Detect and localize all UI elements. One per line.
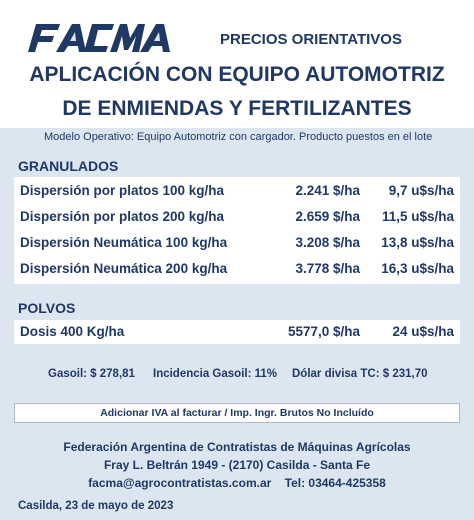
dollar-rate: Dólar divisa TC: $ 231,70 (292, 368, 428, 380)
price-usd: 24 u$s/ha (392, 324, 454, 339)
granulados-panel (14, 177, 460, 284)
price-row (14, 322, 460, 342)
polvos-panel (14, 320, 460, 344)
price-label: Dispersión Neumática 200 kg/ha (20, 261, 228, 276)
price-label: Dispersión por platos 100 kg/ha (20, 183, 225, 198)
federation-name: Federación Argentina de Contratistas de Máquinas Agrícolas (63, 440, 411, 454)
price-row (14, 207, 460, 227)
price-ars: 2.659 $/ha (295, 209, 360, 224)
price-row (14, 259, 460, 279)
price-label: Dispersión por platos 200 kg/ha (20, 209, 225, 224)
iva-note: Adicionar IVA al facturar / Imp. Ingr. Brutos No Incluído (14, 403, 460, 423)
price-usd: 13,8 u$s/ha (381, 235, 454, 250)
price-label: Dosis 400 Kg/ha (20, 324, 125, 339)
facma-logo (22, 22, 172, 54)
federation-address: Fray L. Beltrán 1949 - (2170) Casilda - Santa Fe (103, 458, 371, 472)
price-ars: 3.778 $/ha (295, 261, 360, 276)
price-row (14, 233, 460, 253)
price-ars: 2.241 $/ha (295, 183, 360, 198)
page-title-line2: DE ENMIENDAS Y FERTILIZANTES (62, 97, 412, 120)
gasoil-incidence: Incidencia Gasoil: 11% (153, 368, 277, 380)
page-title: APLICACIÓN CON EQUIPO AUTOMOTRIZ (29, 63, 445, 86)
price-row (14, 181, 460, 201)
price-usd: 16,3 u$s/ha (381, 261, 454, 276)
price-ars: 3.208 $/ha (295, 235, 360, 250)
price-ars: 5577,0 $/ha (287, 324, 360, 339)
gasoil-price: Gasoil: $ 278,81 (48, 368, 135, 380)
price-usd: 11,5 u$s/ha (381, 209, 454, 224)
federation-contact: facma@agrocontratistas.com.ar Tel: 03464-425358 (88, 476, 386, 490)
section-polvos: POLVOS (18, 300, 76, 316)
date-line: Casilda, 23 de mayo de 2023 (18, 500, 174, 512)
modelo-operativo: Modelo Operativo: Equipo Automotriz con cargador. Producto puestos en el lote (44, 131, 433, 143)
subtitle: PRECIOS ORIENTATIVOS (220, 31, 402, 48)
price-usd: 9,7 u$s/ha (388, 183, 454, 198)
price-label: Dispersión Neumática 100 kg/ha (20, 235, 228, 250)
section-granulados: GRANULADOS (18, 158, 119, 174)
header (0, 0, 474, 128)
